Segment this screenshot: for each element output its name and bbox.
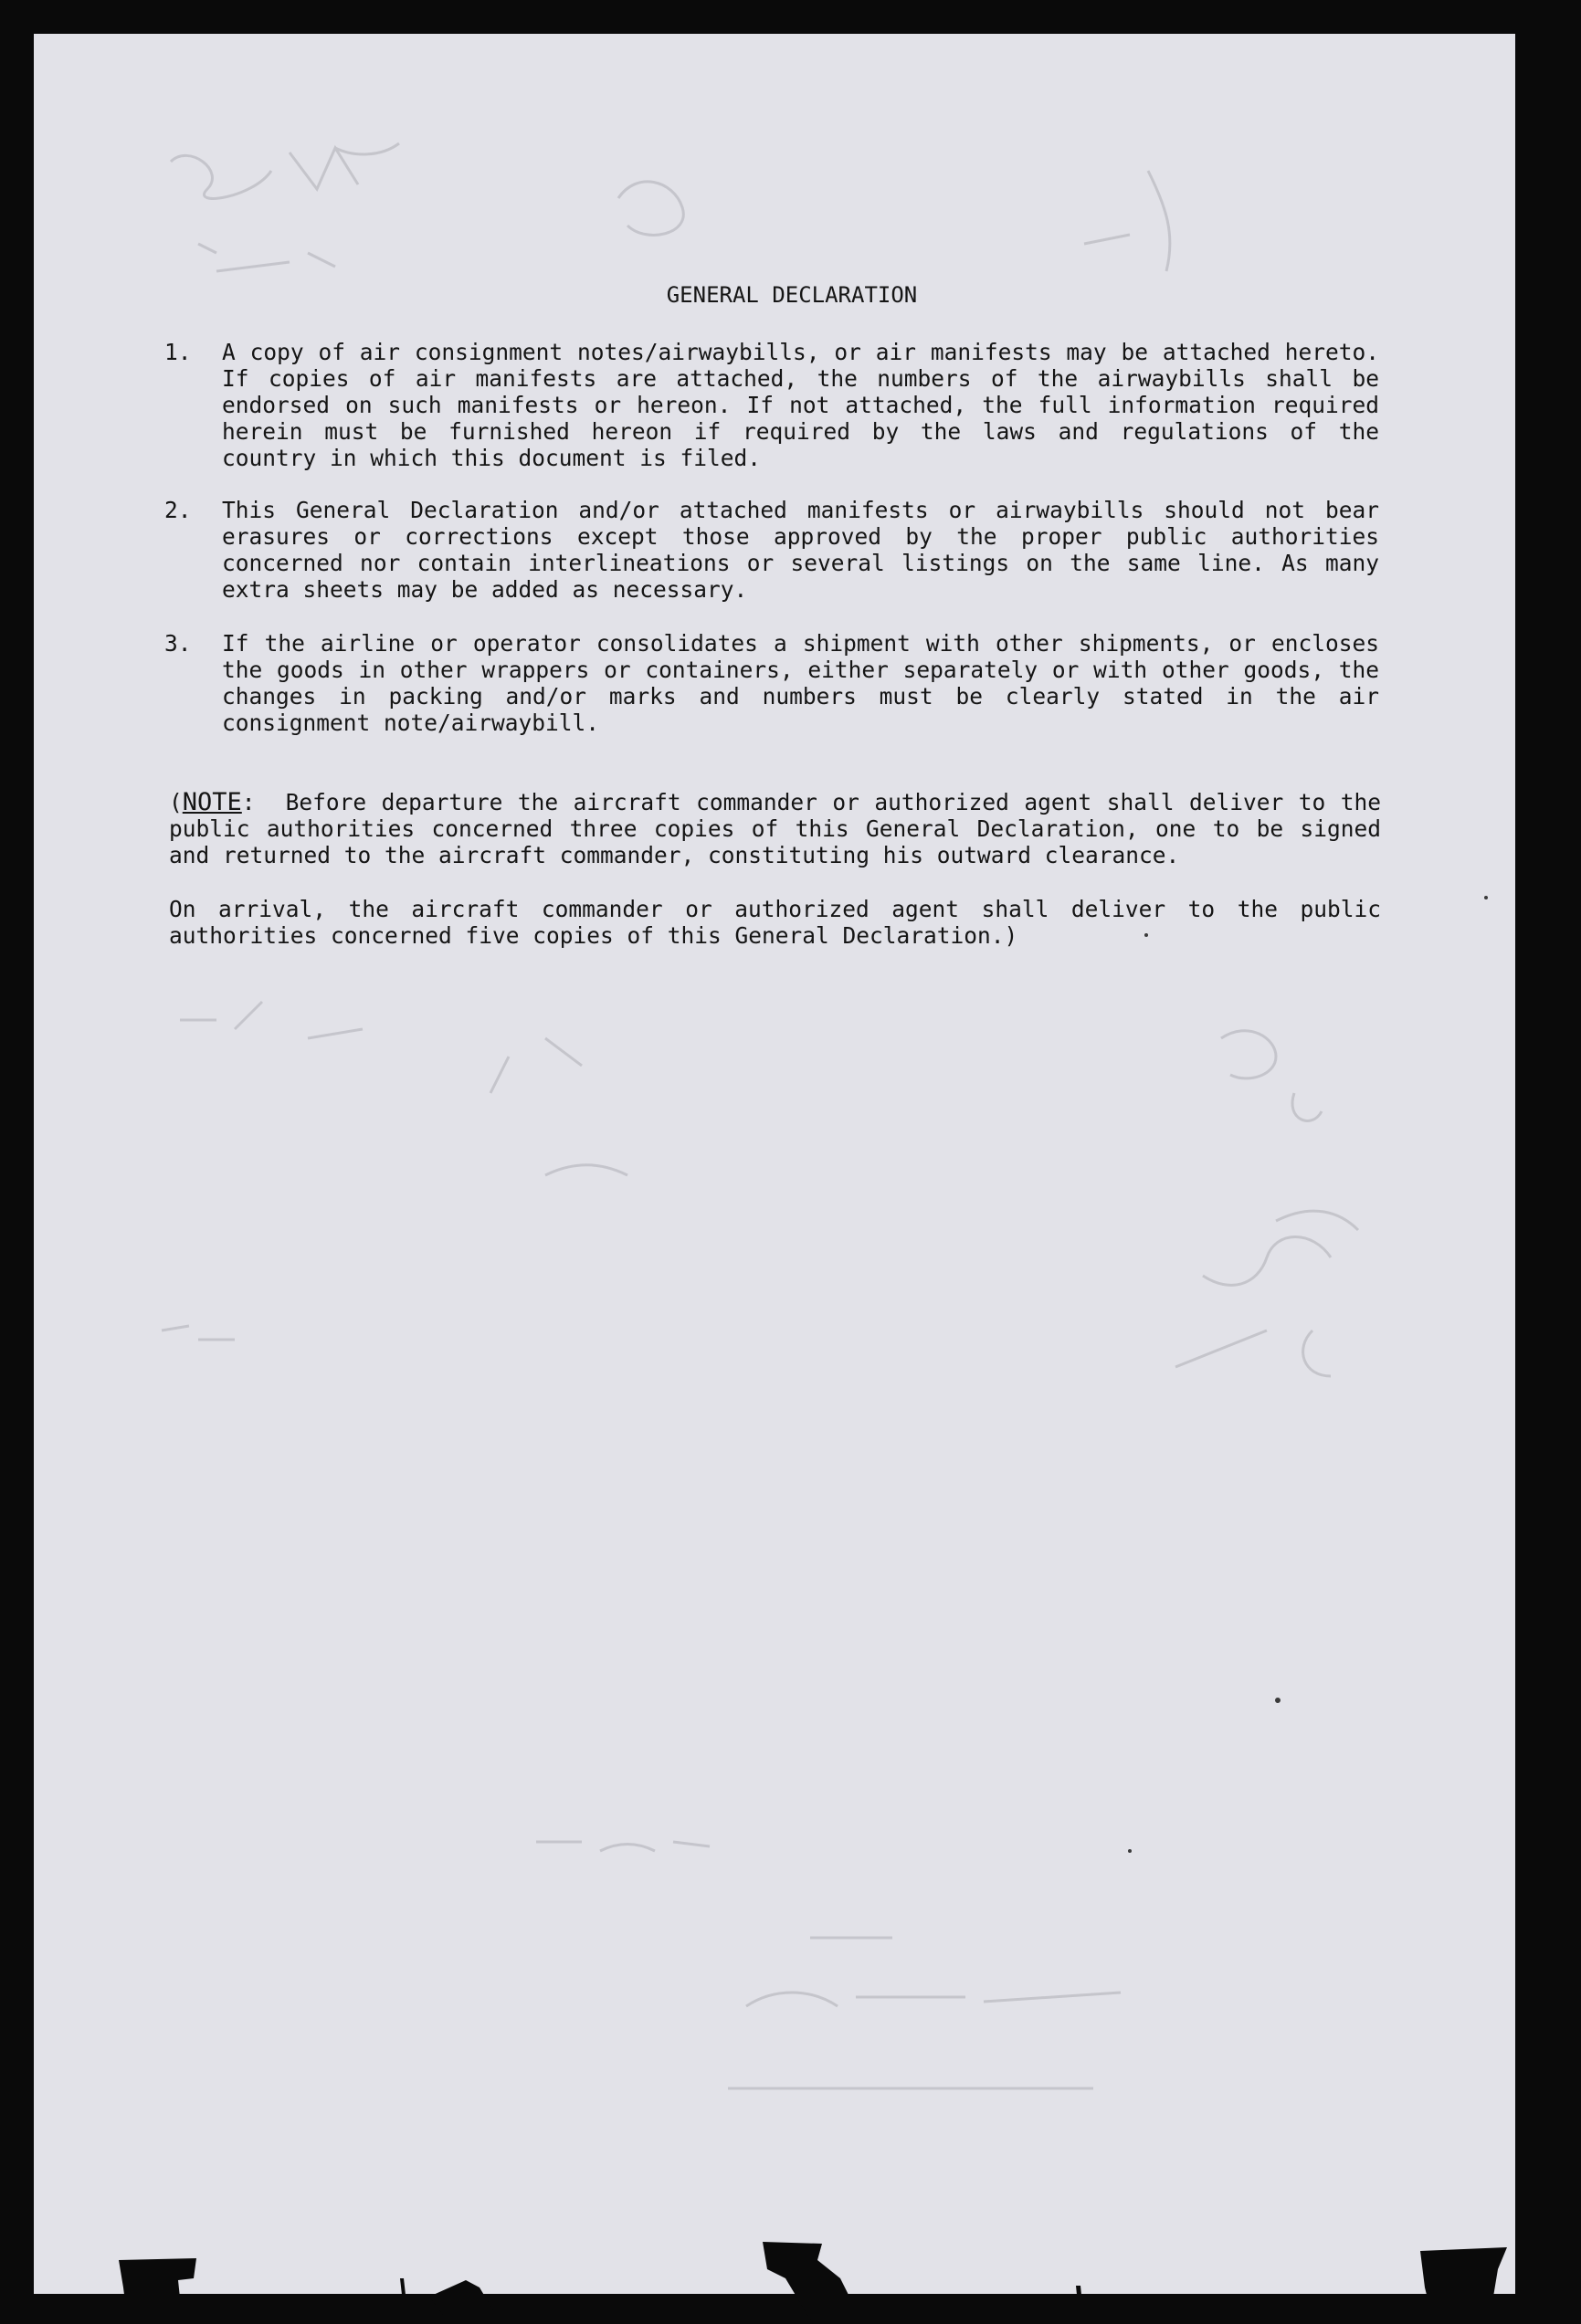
note-text: Before departure the aircraft commander or authorized agent shall deliver to the public authorities concerned three copies of this General Declaration, one to be signed and returned to the aircraft commander, constituting his outward clearance. [169, 789, 1381, 868]
note-open-paren: ( [169, 789, 183, 815]
item-number: 1. [164, 339, 192, 365]
scan-edge-artifacts [0, 2224, 1581, 2324]
item-number: 3. [164, 630, 192, 657]
item-text: This General Declaration and/or attached manifests or airwaybills should not bear erasures or corrections except those approved by the proper public authorities concerned nor contain interlineations or several listings on the same line. As many extra sheets may be added as necessary. [222, 497, 1379, 603]
document-title: GENERAL DECLARATION [666, 282, 918, 308]
note-colon: : [241, 789, 256, 815]
note-text: On arrival, the aircraft commander or authorized agent shall deliver to the public authorities concerned five copies of this General Declaration.) [169, 896, 1381, 949]
item-text: If the airline or operator consolidates a shipment with other shipments, or encloses the goods in other wrappers or containers, either separately or with other goods, the changes in packing and/or marks and numbers must be clearly stated in the air consignment note/airwaybill. [222, 630, 1379, 736]
item-text: A copy of air consignment notes/airwaybills, or air manifests may be attached hereto. If copies of air manifests are attached, the numbers of the airwaybills shall be endorsed on such manifests or hereon. If not attached, the full information required herein must be furnished hereon if required by the laws and regulations of the country in which this document is filed. [222, 339, 1379, 471]
note-paragraph [169, 896, 1381, 949]
note-label: NOTE [182, 788, 242, 816]
note-paragraph [169, 789, 1381, 868]
item-number: 2. [164, 497, 192, 523]
document-page [34, 34, 1515, 2294]
